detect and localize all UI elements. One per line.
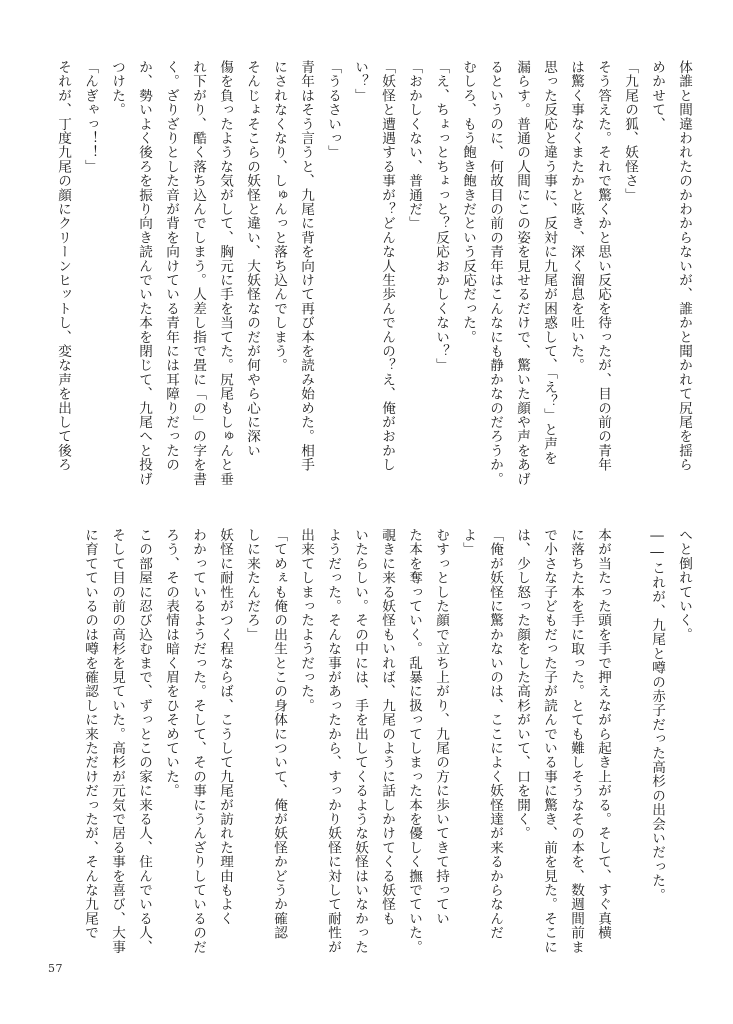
text-line: 「てめぇも俺の出生とこの身体について、俺が妖怪かどうか確認 — [271, 528, 287, 940]
text-line: この部屋に忍び込むまで、ずっとこの家に来る人、住んでいる人、 — [136, 528, 152, 954]
text-line: く。ざりざりとした音が背を向けている青年には耳障りだったの — [163, 60, 179, 472]
text-line: むしろ、もう飽き飽きだという反応だった。 — [460, 60, 476, 344]
text-line: で小さな子どもだった子が読んでいる事に驚き、前を見た。そこに — [541, 528, 557, 954]
text-line: よ」 — [460, 528, 476, 557]
text-line: 覗きに来る妖怪もいれば、九尾のように話しかけてくる妖怪も — [379, 528, 395, 926]
text-line: 「妖怪と遭遇する事が？どんな人生歩んでんの？え、俺がおかし — [379, 60, 395, 472]
text-line: 体誰と間違われたのかわからないが、誰かと聞かれて尻尾を揺ら — [676, 60, 692, 472]
text-line: つけた。 — [109, 60, 125, 117]
text-line: に落ちた本を手に取った。とても難しそうなその本を、数週間前ま — [568, 528, 584, 954]
blank-line — [616, 528, 643, 968]
text-line: に育てているのは噂を確認しに来ただけだったが、そんな九尾で — [82, 528, 98, 940]
text-line: 漏らす。普通の人間にこの姿を見せるだけで、驚いた顔や声をあげ — [514, 60, 530, 486]
text-line: れ下がり、酷く落ち込んでしまう。人差し指で畳に「の」の字を書 — [190, 60, 206, 486]
text-line: むすっとした顔で立ち上がり、九尾の方に歩いてきて持ってい — [433, 528, 449, 926]
lower-text-block — [67, 528, 697, 968]
text-line: 傷を負ったような気がして、胸元に手を当てた。尻尾もしゅんと垂 — [217, 60, 233, 486]
text-line: 「九尾の狐、妖怪さ」 — [622, 60, 638, 202]
text-line: は、少し怒った顔をした高杉がいて、口を開く。 — [514, 528, 530, 841]
text-line: 出来てしまったようだった。 — [298, 528, 314, 713]
text-line: ようだった。そんな事があったから、すっかり妖怪に対して耐性が — [325, 528, 341, 954]
text-line: 本が当たった頭を手で押えながら起き上がる。そして、すぐ真横 — [595, 528, 611, 940]
text-line: るというのに、何故目の前の青年はこんなにも静かなのだろうか。 — [487, 60, 503, 486]
text-line: 「んぎゃっ！！」 — [82, 60, 98, 174]
text-line: へと倒れていく。 — [676, 528, 692, 642]
text-line: そんじょそこらの妖怪と違い、大妖怪なのだが何やら心に深い — [244, 60, 260, 458]
text-line: そして目の前の高杉を見ていた。高杉が元気で居る事を喜び、大事 — [109, 528, 125, 954]
text-line: ――これが、九尾と噂の赤子だった高杉の出会いだった。 — [649, 528, 665, 902]
text-line: にされなくなり、しゅんっと落ち込んでしまう。 — [271, 60, 287, 373]
text-line: ろう、その表情は暗く眉をひそめていた。 — [163, 528, 179, 798]
text-line: 青年はそう言うと、九尾に背を向けて再び本を読み始めた。相手 — [298, 60, 314, 472]
text-line: 「おかしくない、普通だ」 — [406, 60, 422, 231]
text-line: いたらしい。その中には、手を出してくるような妖怪はいなかった — [352, 528, 368, 954]
text-line: は驚く事なくまたかと呟き、深く溜息を吐いた。 — [568, 60, 584, 373]
text-line: しに来たんだろ」 — [244, 528, 260, 642]
page-number: 57 — [48, 962, 63, 975]
text-line: か、勢いよく後ろを振り向き読んでいた本を閉じて、九尾へと投げ — [136, 60, 152, 486]
text-line: た本を奪っていく。乱暴に扱ってしまった本を優しく撫でていた。 — [406, 528, 422, 954]
text-line: 妖怪に耐性がつく程ならば、こうして九尾が訪れた理由もよく — [217, 528, 233, 926]
text-line: 思った反応と違う事に、反対に九尾が困惑して、「え？」と声を — [541, 60, 557, 465]
text-line: めかせて、 — [649, 60, 665, 131]
text-line: 「俺が妖怪に驚かないのは、ここによく妖怪達が来るからなんだ — [487, 528, 503, 940]
text-line: 「うるさいっ」 — [325, 60, 341, 160]
text-line: い？」 — [352, 60, 368, 103]
text-line: 「え、ちょっとちょっと？反応おかしくない？」 — [433, 60, 449, 373]
text-line: わかっているようだった。そして、その事にうんざりしているのだ — [190, 528, 206, 954]
text-line: そう答えた。それで驚くかと思い反応を待ったが、目の前の青年 — [595, 60, 611, 472]
upper-text-block — [55, 60, 697, 500]
text-line: それが、丁度九尾の顔にクリーンヒットし、変な声を出して後ろ — [55, 60, 71, 472]
